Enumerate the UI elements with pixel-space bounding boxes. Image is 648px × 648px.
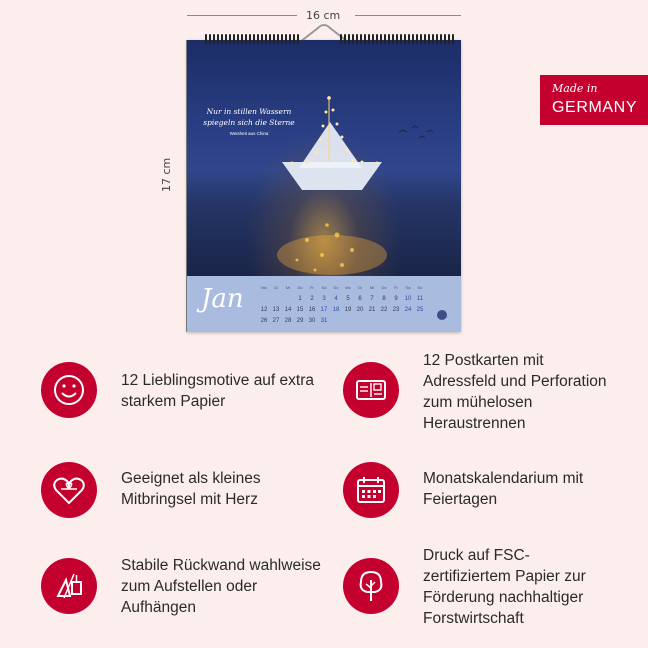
width-dimension-line-right (355, 15, 461, 16)
day-cell: 12 (260, 306, 268, 313)
spiral-coil (237, 34, 239, 44)
spiral-coil (400, 34, 402, 44)
day-cell: 15 (296, 306, 304, 313)
day-cell: 17 (320, 306, 328, 313)
badge-germany: GERMANY (552, 99, 638, 116)
week-row (258, 315, 438, 326)
spiral-coil (344, 34, 346, 44)
weekday-label: Mo (345, 285, 351, 290)
spiral-coil (420, 34, 422, 44)
spiral-coil (261, 34, 263, 44)
day-cell: 20 (356, 306, 364, 313)
weekday-label: Mi (285, 285, 291, 290)
day-cell: 13 (272, 306, 280, 313)
weekday-label: So (417, 285, 423, 290)
spiral-coil (297, 34, 299, 44)
quote-source: Weisheit aus China (229, 131, 269, 136)
day-cell: 24 (404, 306, 412, 313)
width-dimension-line-left (187, 15, 297, 16)
width-label: 16 cm (306, 9, 341, 22)
weekday-label: Fr (310, 285, 314, 290)
month-day-grid (258, 282, 438, 326)
spiral-coil (205, 34, 207, 44)
day-cell: 14 (284, 306, 292, 313)
spiral-coil (277, 34, 279, 44)
spiral-coil (372, 34, 374, 44)
spiral-coil (440, 34, 442, 44)
spiral-coil (396, 34, 398, 44)
spiral-coil (392, 34, 394, 44)
day-cell: 30 (308, 317, 316, 324)
spiral-coil (273, 34, 275, 44)
spiral-coil (448, 34, 450, 44)
day-cell: 6 (358, 295, 362, 302)
spiral-coil (416, 34, 418, 44)
calendar-month-strip (187, 276, 461, 332)
spiral-coil (436, 34, 438, 44)
day-cell: 10 (404, 295, 412, 302)
day-cell: 28 (284, 317, 292, 324)
spiral-coil (444, 34, 446, 44)
calendar-preview (187, 40, 461, 332)
spiral-coil (285, 34, 287, 44)
day-cell: 18 (332, 306, 340, 313)
quote-line-1: Nur in stillen Wassern (206, 107, 292, 116)
spiral-coil (428, 34, 430, 44)
feature-text-backboard: Stabile Rückwand wahlweise zum Aufstellen oder Aufhängen (121, 557, 321, 616)
weekday-label: Di (274, 285, 278, 290)
spiral-coil (245, 34, 247, 44)
day-cell: 11 (416, 295, 424, 302)
feature-text-motifs: 12 Lieblingsmotive auf extra starkem Papier (121, 372, 315, 410)
day-cell: 21 (368, 306, 376, 313)
spiral-coil (364, 34, 366, 44)
spiral-coil (352, 34, 354, 44)
weekday-label: Fr (394, 285, 398, 290)
weekday-label: Mo (261, 285, 267, 290)
spiral-coil (432, 34, 434, 44)
feature-text-calendar: Monatskalendarium mit Feiertagen (423, 470, 584, 508)
weekday-label: Sa (321, 285, 327, 290)
day-cell: 25 (416, 306, 424, 313)
spiral-coil (225, 34, 227, 44)
spiral-coil (376, 34, 378, 44)
quote-line-2: spiegeln sich die Sterne (203, 118, 295, 127)
weekday-label: Sa (405, 285, 411, 290)
spiral-coil (412, 34, 414, 44)
day-cell: 22 (380, 306, 388, 313)
spiral-coil (360, 34, 362, 44)
spiral-coil (217, 34, 219, 44)
spiral-coil (209, 34, 211, 44)
spiral-coil (380, 34, 382, 44)
weekday-label: So (333, 285, 339, 290)
spiral-coil (221, 34, 223, 44)
feature-text-postcards: 12 Postkarten mit Adressfeld und Perforation zum mühelosen Heraustrennen (423, 352, 607, 432)
spiral-coil (388, 34, 390, 44)
day-cell: 26 (260, 317, 268, 324)
spiral-coil (340, 34, 342, 44)
calendar-icon (343, 462, 399, 518)
calendar-photo (187, 40, 461, 276)
weekday-label: Mi (369, 285, 375, 290)
day-cell: 5 (346, 295, 350, 302)
spiral-coil (289, 34, 291, 44)
spiral-coil (269, 34, 271, 44)
calendar-quote (201, 106, 297, 137)
spiral-coil (384, 34, 386, 44)
paper-boat-illustration (187, 40, 461, 276)
day-cell: 3 (322, 295, 326, 302)
smiley-icon (41, 362, 97, 418)
spiral-coil (404, 34, 406, 44)
day-cell: 27 (272, 317, 280, 324)
spiral-coil (229, 34, 231, 44)
height-label: 17 cm (160, 154, 173, 196)
badge-made-in: Made in (552, 82, 598, 95)
weekday-label: Do (297, 285, 303, 290)
spiral-binding-left (205, 34, 299, 44)
weekday-header-row (258, 282, 438, 293)
stand-hang-icon (41, 558, 97, 614)
spiral-coil (356, 34, 358, 44)
day-cell: 19 (344, 306, 352, 313)
spiral-coil (241, 34, 243, 44)
day-cell: 2 (310, 295, 314, 302)
day-cell: 23 (392, 306, 400, 313)
feature-text-fsc: Druck auf FSC-zertifiziertem Papier zur Förderung nachhaltiger Forstwirtschaft (423, 547, 586, 627)
spiral-coil (233, 34, 235, 44)
day-cell: 7 (370, 295, 374, 302)
spiral-coil (452, 34, 454, 44)
spiral-coil (265, 34, 267, 44)
publisher-logo-icon (437, 310, 447, 320)
feature-text-gift: Geeignet als kleines Mitbringsel mit Herz (121, 470, 261, 508)
spiral-coil (348, 34, 350, 44)
spiral-coil (249, 34, 251, 44)
day-cell: 16 (308, 306, 316, 313)
spiral-coil (293, 34, 295, 44)
week-row (258, 293, 438, 304)
day-cell: 1 (298, 295, 302, 302)
heart-gift-icon (41, 462, 97, 518)
spiral-coil (253, 34, 255, 44)
spiral-coil (368, 34, 370, 44)
day-cell: 8 (382, 295, 386, 302)
spiral-coil (408, 34, 410, 44)
postcard-icon (343, 362, 399, 418)
tree-icon (343, 558, 399, 614)
spiral-coil (281, 34, 283, 44)
day-cell: 9 (394, 295, 398, 302)
day-cell: 31 (320, 317, 328, 324)
spiral-binding-right (340, 34, 454, 44)
spiral-coil (424, 34, 426, 44)
weekday-label: Do (381, 285, 387, 290)
weekday-label: Di (358, 285, 362, 290)
spiral-coil (213, 34, 215, 44)
spiral-coil (257, 34, 259, 44)
month-name: Jan (201, 284, 244, 314)
made-in-germany-badge (540, 75, 648, 125)
week-row (258, 304, 438, 315)
day-cell: 4 (334, 295, 338, 302)
day-cell: 29 (296, 317, 304, 324)
